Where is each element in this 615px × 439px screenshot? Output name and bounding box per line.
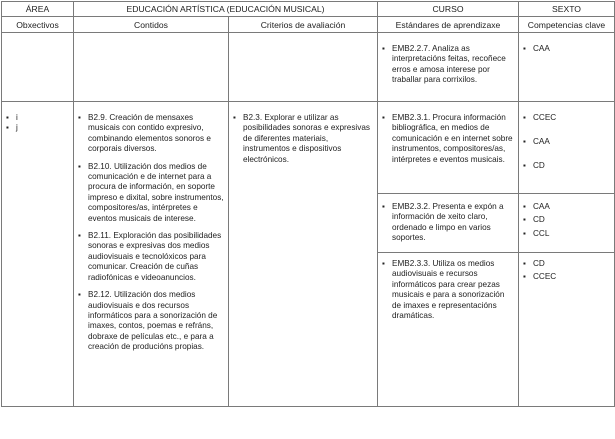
standard-cell	[378, 33, 519, 102]
objective-item: ▪ i	[4, 113, 69, 123]
curriculum-table	[1, 1, 615, 407]
content-item: ▪ B2.9. Creación de mensaxes musicais con contido expresivo, combinando elementos sonoros e corporais diversos.	[76, 113, 224, 155]
content-item: ▪ B2.10. Utilización dos medios de comunicación e de internet para a procura de información, en soporte impreso e dixital, sobre instrumentos, compositores/as, intérpretes e eventos musicais de interese.	[76, 162, 224, 224]
competence-cell	[519, 253, 615, 407]
col-competences: Competencias clave	[519, 17, 615, 33]
competence-item: ▪ CCL	[521, 229, 610, 239]
standard-item: ▪ EMB2.3.1. Procura información bibliográfica, en medios de comunicación e en internet sobre instrumentos, compositores/as, intérpretes e eventos musicais.	[380, 113, 514, 165]
objectives-cell-empty	[2, 33, 74, 102]
competence-item: ▪ CAA	[521, 44, 610, 54]
header-row	[2, 2, 615, 17]
course-label: CURSO	[378, 2, 519, 17]
competence-cell	[519, 194, 615, 253]
competence-cell	[519, 33, 615, 102]
competence-item: ▪ CCEC	[521, 272, 610, 282]
area-label: ÁREA	[2, 2, 74, 17]
standard-cell	[378, 194, 519, 253]
standard-item: ▪ EMB2.3.3. Utiliza os medios audiovisuais e recursos informáticos para crear pezas musicais e para a sonorización de imaxes e representacións dramáticas.	[380, 259, 514, 321]
contents-cell	[74, 102, 229, 407]
criterion-item: ▪ B2.3. Explorar e utilizar as posibilidades sonoras e expresivas de diferentes materiais, instrumentos e dispositivos electrónicos.	[231, 113, 373, 165]
competence-item: ▪ CAA	[521, 202, 610, 212]
standard-cell	[378, 253, 519, 407]
competence-item: ▪ CD	[521, 161, 610, 171]
grade-label: SEXTO	[519, 2, 615, 17]
column-header-row	[2, 17, 615, 33]
col-contents: Contidos	[74, 17, 229, 33]
table-row	[2, 102, 615, 194]
competence-cell	[519, 102, 615, 194]
standard-item: ▪ EMB2.3.2. Presenta e expón a información de xeito claro, ordenado e limpo en varios soportes.	[380, 202, 514, 244]
col-objectives: Obxectivos	[2, 17, 74, 33]
competence-item: ▪ CD	[521, 259, 610, 269]
content-item: ▪ B2.12. Utilización dos medios audiovisuais e dos recursos informáticos para a sonorización de imaxes, contos, poemas e refráns, dobraxe de películas etc., e para a creación de producións propias.	[76, 290, 224, 352]
objective-item: ▪ j	[4, 123, 69, 133]
criteria-cell-empty	[229, 33, 378, 102]
content-item: ▪ B2.11. Exploración das posibilidades sonoras e expresivas dos medios audiovisuais e tecnolóxicos para comunicar. Creación de cuñas radiofónicas e videoanuncios.	[76, 231, 224, 283]
table-row	[2, 33, 615, 102]
objectives-cell	[2, 102, 74, 407]
col-standards: Estándares de aprendizaxe	[378, 17, 519, 33]
col-criteria: Criterios de avaliación	[229, 17, 378, 33]
subject-title: EDUCACIÓN ARTÍSTICA (EDUCACIÓN MUSICAL)	[74, 2, 378, 17]
criteria-cell	[229, 102, 378, 407]
standard-cell	[378, 102, 519, 194]
competence-item: ▪ CAA	[521, 137, 610, 147]
contents-cell-empty	[74, 33, 229, 102]
competence-item: ▪ CCEC	[521, 113, 610, 123]
competence-item: ▪ CD	[521, 215, 610, 225]
standard-item: ▪ EMB2.2.7. Analiza as interpretacións feitas, recoñece erros e amosa interese por traballar para corrixilos.	[380, 44, 514, 86]
